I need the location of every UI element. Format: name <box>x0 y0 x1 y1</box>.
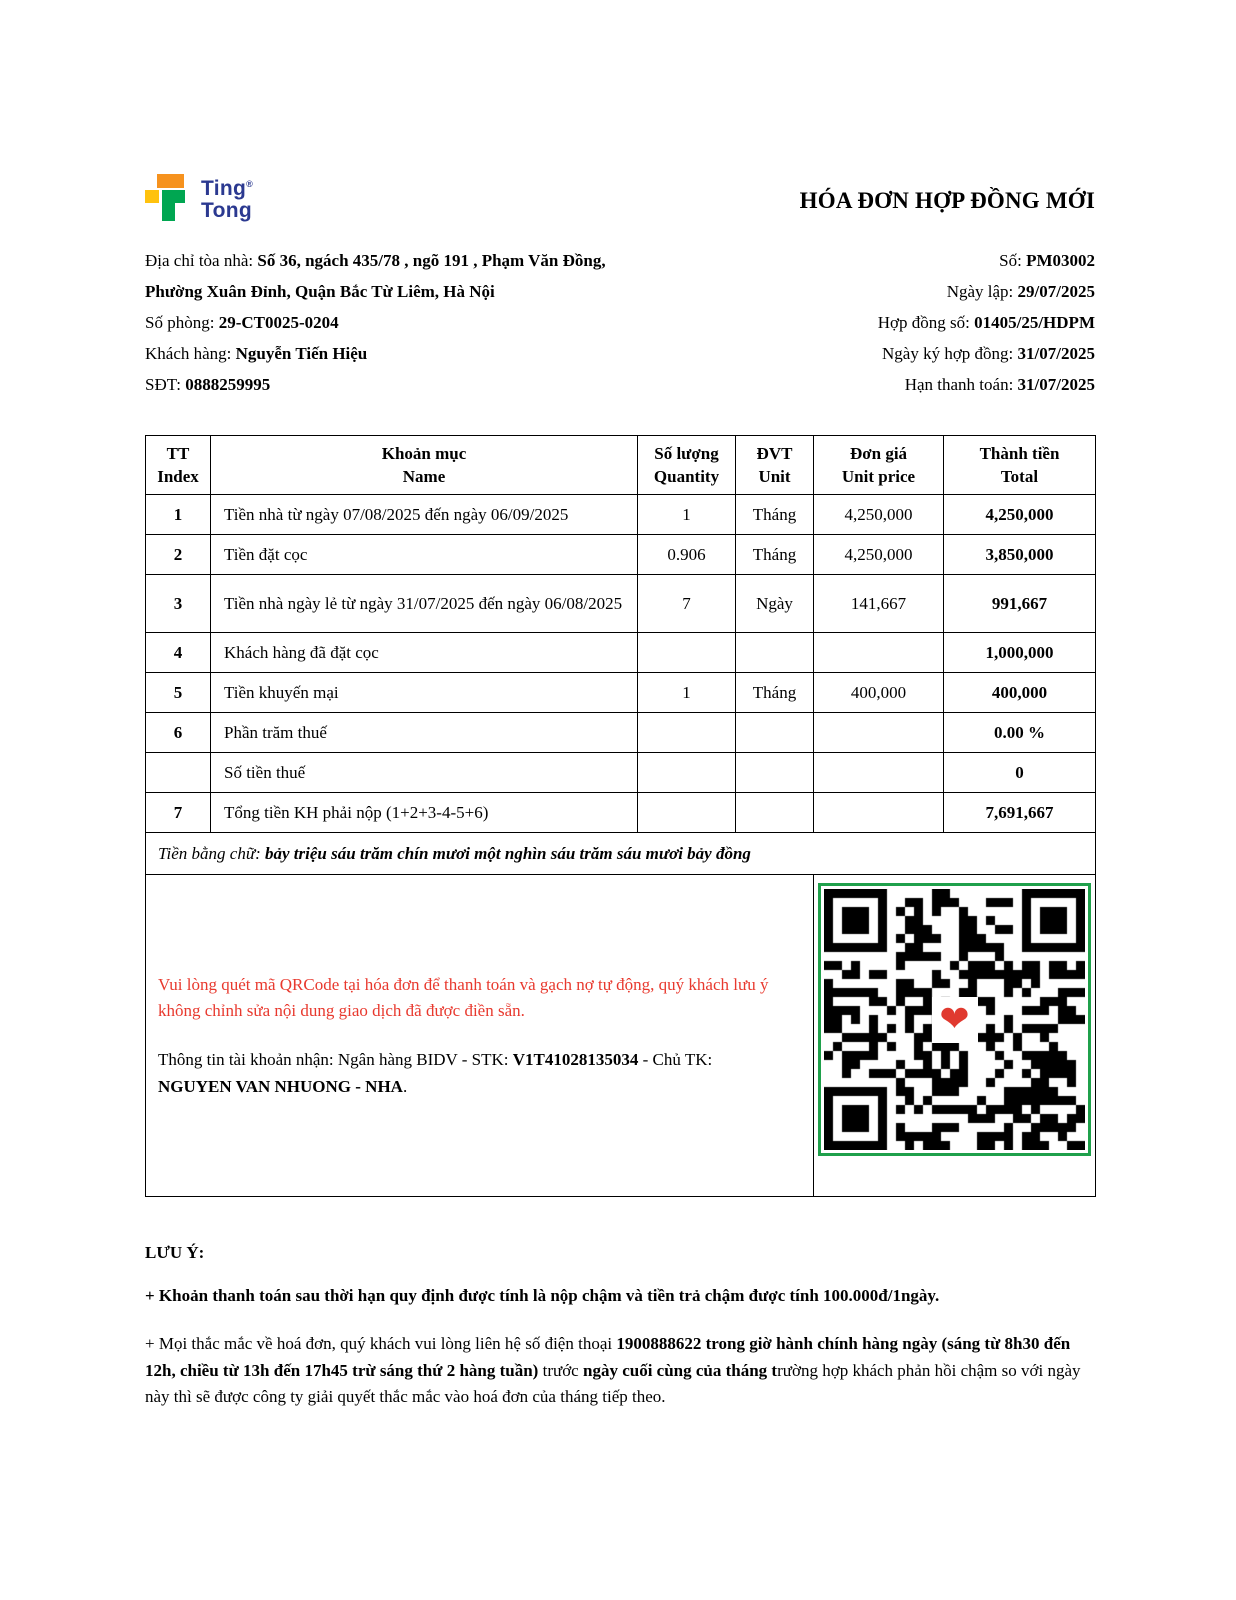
issue-date-value: 29/07/2025 <box>1017 282 1095 301</box>
cell-unit: Tháng <box>736 673 814 713</box>
address-value-1: Số 36, ngách 435/78 , ngõ 191 , Phạm Văn Đồng, <box>257 251 606 270</box>
bank-account-info <box>158 1046 788 1100</box>
cell-index <box>146 753 211 793</box>
room-line <box>145 312 606 333</box>
cell-unit-price <box>814 793 944 833</box>
contract-number-value: 01405/25/HDPM <box>974 313 1095 332</box>
invoice-table <box>145 435 1096 1197</box>
cell-total: 400,000 <box>944 673 1096 713</box>
payment-instructions-cell <box>146 875 814 1197</box>
table-row <box>146 713 1096 753</box>
cell-total: 991,667 <box>944 575 1096 633</box>
cell-name: Tiền nhà ngày lẻ từ ngày 31/07/2025 đến ngày 06/08/2025 <box>211 575 638 633</box>
amount-in-words-value: bảy triệu sáu trăm chín mươi một nghìn sáu trăm sáu mươi bảy đồng <box>265 843 751 863</box>
table-row <box>146 673 1096 713</box>
cell-quantity: 0.906 <box>638 535 736 575</box>
account-suffix: . <box>402 1076 408 1096</box>
cell-name: Khách hàng đã đặt cọc <box>211 633 638 673</box>
table-row <box>146 535 1096 575</box>
cell-index: 7 <box>146 793 211 833</box>
cell-quantity <box>638 633 736 673</box>
logo-green-horizontal-shape <box>175 190 185 203</box>
qr-payment-warning: Vui lòng quét mã QRCode tại hóa đơn để thanh toán và gạch nợ tự động, quý khách lưu ý không chỉnh sửa nội dung giao dịch đã được điền sẵn. <box>158 974 769 1020</box>
cell-name: Tổng tiền KH phải nộp (1+2+3-4-5+6) <box>211 793 638 833</box>
invoice-number-value: PM03002 <box>1026 251 1095 270</box>
logo-orange-shape <box>157 174 184 188</box>
col-header-name: Khoản mục Name <box>211 436 638 495</box>
due-date-value: 31/07/2025 <box>1017 375 1095 394</box>
cell-index: 2 <box>146 535 211 575</box>
qr-code-cell <box>814 875 1096 1197</box>
due-date-label: Hạn thanh toán: <box>904 375 1018 394</box>
room-label: Số phòng: <box>145 313 219 332</box>
cell-unit-price <box>814 713 944 753</box>
invoice-info <box>145 250 1095 405</box>
col-header-total: Thành tiền Total <box>944 436 1096 495</box>
address-line-1 <box>145 250 606 271</box>
invoice-number-line <box>878 250 1095 271</box>
cell-total: 3,850,000 <box>944 535 1096 575</box>
account-number: V1T41028135034 <box>512 1049 639 1069</box>
amount-in-words-label: Tiền bằng chữ: <box>158 843 266 863</box>
cell-unit <box>736 793 814 833</box>
phone-label: SĐT: <box>145 375 186 394</box>
cell-name: Tiền nhà từ ngày 07/08/2025 đến ngày 06/09/2025 <box>211 495 638 535</box>
amount-in-words-cell <box>146 833 1096 875</box>
contact-note-part1: + Mọi thắc mắc về hoá đơn, quý khách vui lòng liên hệ số điện thoại <box>145 1334 617 1353</box>
cell-total: 0 <box>944 753 1096 793</box>
customer-value: Nguyễn Tiến Hiệu <box>235 344 368 363</box>
issue-date-label: Ngày lập: <box>946 282 1018 301</box>
logo-green-vertical-shape <box>162 190 175 221</box>
tingtong-logo-icon <box>145 172 191 222</box>
cell-index: 1 <box>146 495 211 535</box>
cell-unit <box>736 713 814 753</box>
table-header-row <box>146 436 1096 495</box>
cell-quantity: 1 <box>638 673 736 713</box>
cell-unit: Ngày <box>736 575 814 633</box>
col-header-unit-price: Đơn giá Unit price <box>814 436 944 495</box>
notes-title: LƯU Ý: <box>145 1243 205 1262</box>
invoice-meta <box>878 250 1095 405</box>
phone-value: 0888259995 <box>185 375 271 394</box>
tingtong-logo-text <box>201 173 253 222</box>
cell-quantity: 7 <box>638 575 736 633</box>
document-title: HÓA ĐƠN HỢP ĐỒNG MỚI <box>799 188 1095 213</box>
room-value: 29-CT0025-0204 <box>218 313 339 332</box>
cell-quantity <box>638 753 736 793</box>
brand-line2: Tong <box>201 198 252 222</box>
cell-unit-price: 4,250,000 <box>814 495 944 535</box>
cell-quantity: 1 <box>638 495 736 535</box>
cell-index: 6 <box>146 713 211 753</box>
table-row <box>146 753 1096 793</box>
table-row <box>146 633 1096 673</box>
cell-total: 4,250,000 <box>944 495 1096 535</box>
cell-index: 3 <box>146 575 211 633</box>
late-payment-note: + Khoản thanh toán sau thời hạn quy định được tính là nộp chậm và tiền trả chậm được tính 100.000đ/1ngày. <box>145 1286 940 1305</box>
payment-row <box>146 875 1096 1197</box>
col-header-index: TT Index <box>146 436 211 495</box>
account-mid: - Chủ TK: <box>638 1049 713 1069</box>
cell-unit-price <box>814 753 944 793</box>
qr-center-heart-icon: ❤ <box>932 997 978 1043</box>
cell-unit <box>736 753 814 793</box>
address-line-2 <box>145 281 606 302</box>
cell-total: 1,000,000 <box>944 633 1096 673</box>
address-value-2: Phường Xuân Đỉnh, Quận Bắc Từ Liêm, Hà Nội <box>145 282 495 301</box>
customer-label: Khách hàng: <box>145 344 236 363</box>
invoice-number-label: Số: <box>999 251 1027 270</box>
customer-line <box>145 343 606 364</box>
cell-quantity <box>638 713 736 753</box>
qr-code <box>818 883 1091 1156</box>
cell-unit-price: 141,667 <box>814 575 944 633</box>
cell-name: Tiền khuyến mại <box>211 673 638 713</box>
cell-index: 5 <box>146 673 211 713</box>
cell-quantity <box>638 793 736 833</box>
cell-total: 0.00 % <box>944 713 1096 753</box>
customer-info <box>145 250 606 405</box>
cell-index: 4 <box>146 633 211 673</box>
logo-yellow-shape <box>145 190 159 203</box>
col-header-unit: ĐVT Unit <box>736 436 814 495</box>
contact-note-hotline: 1900888622 trong giờ hành chính hàng ngày (sáng từ 8h30 đến 12h, chiều từ 13h đến 17h45 trừ sáng thứ 2 hàng tuần) <box>145 1334 1071 1380</box>
table-row <box>146 793 1096 833</box>
brand-line1: Ting <box>201 176 247 200</box>
phone-line <box>145 374 606 395</box>
sign-date-label: Ngày ký hợp đồng: <box>882 344 1018 363</box>
cell-name: Tiền đặt cọc <box>211 535 638 575</box>
cell-total: 7,691,667 <box>944 793 1096 833</box>
cell-unit <box>736 633 814 673</box>
contact-note-deadline: ngày cuối cùng của tháng t <box>582 1360 778 1380</box>
cell-unit-price: 400,000 <box>814 673 944 713</box>
sign-date-line <box>878 343 1095 364</box>
account-holder: NGUYEN VAN NHUONG - NHA <box>158 1076 403 1096</box>
table-row <box>146 495 1096 535</box>
amount-in-words-row <box>146 833 1096 875</box>
notes-section <box>145 1243 1097 1411</box>
address-label: Địa chỉ tòa nhà: <box>145 251 258 270</box>
sign-date-value: 31/07/2025 <box>1017 344 1095 363</box>
cell-unit: Tháng <box>736 535 814 575</box>
issue-date-line <box>878 281 1095 302</box>
account-prefix: Thông tin tài khoản nhận: Ngân hàng BIDV - STK: <box>158 1049 513 1069</box>
table-row <box>146 575 1096 633</box>
registered-mark: ® <box>246 178 254 189</box>
due-date-line <box>878 374 1095 395</box>
contact-note-part2: trước <box>538 1360 583 1380</box>
cell-unit: Tháng <box>736 495 814 535</box>
contract-number-label: Hợp đồng số: <box>877 313 975 332</box>
contact-note <box>145 1331 1097 1411</box>
tingtong-logo <box>145 172 253 222</box>
cell-name: Số tiền thuế <box>211 753 638 793</box>
header <box>145 172 1095 222</box>
contract-number-line <box>878 312 1095 333</box>
col-header-quantity: Số lượng Quantity <box>638 436 736 495</box>
contact-note-part3: rường hợp khách phản hồi chậm so với ngày này thì sẽ được công ty giải quyết thắc mắc vào hoá đơn của tháng tiếp theo. <box>145 1360 1081 1406</box>
cell-name: Phần trăm thuế <box>211 713 638 753</box>
cell-unit-price <box>814 633 944 673</box>
cell-unit-price: 4,250,000 <box>814 535 944 575</box>
